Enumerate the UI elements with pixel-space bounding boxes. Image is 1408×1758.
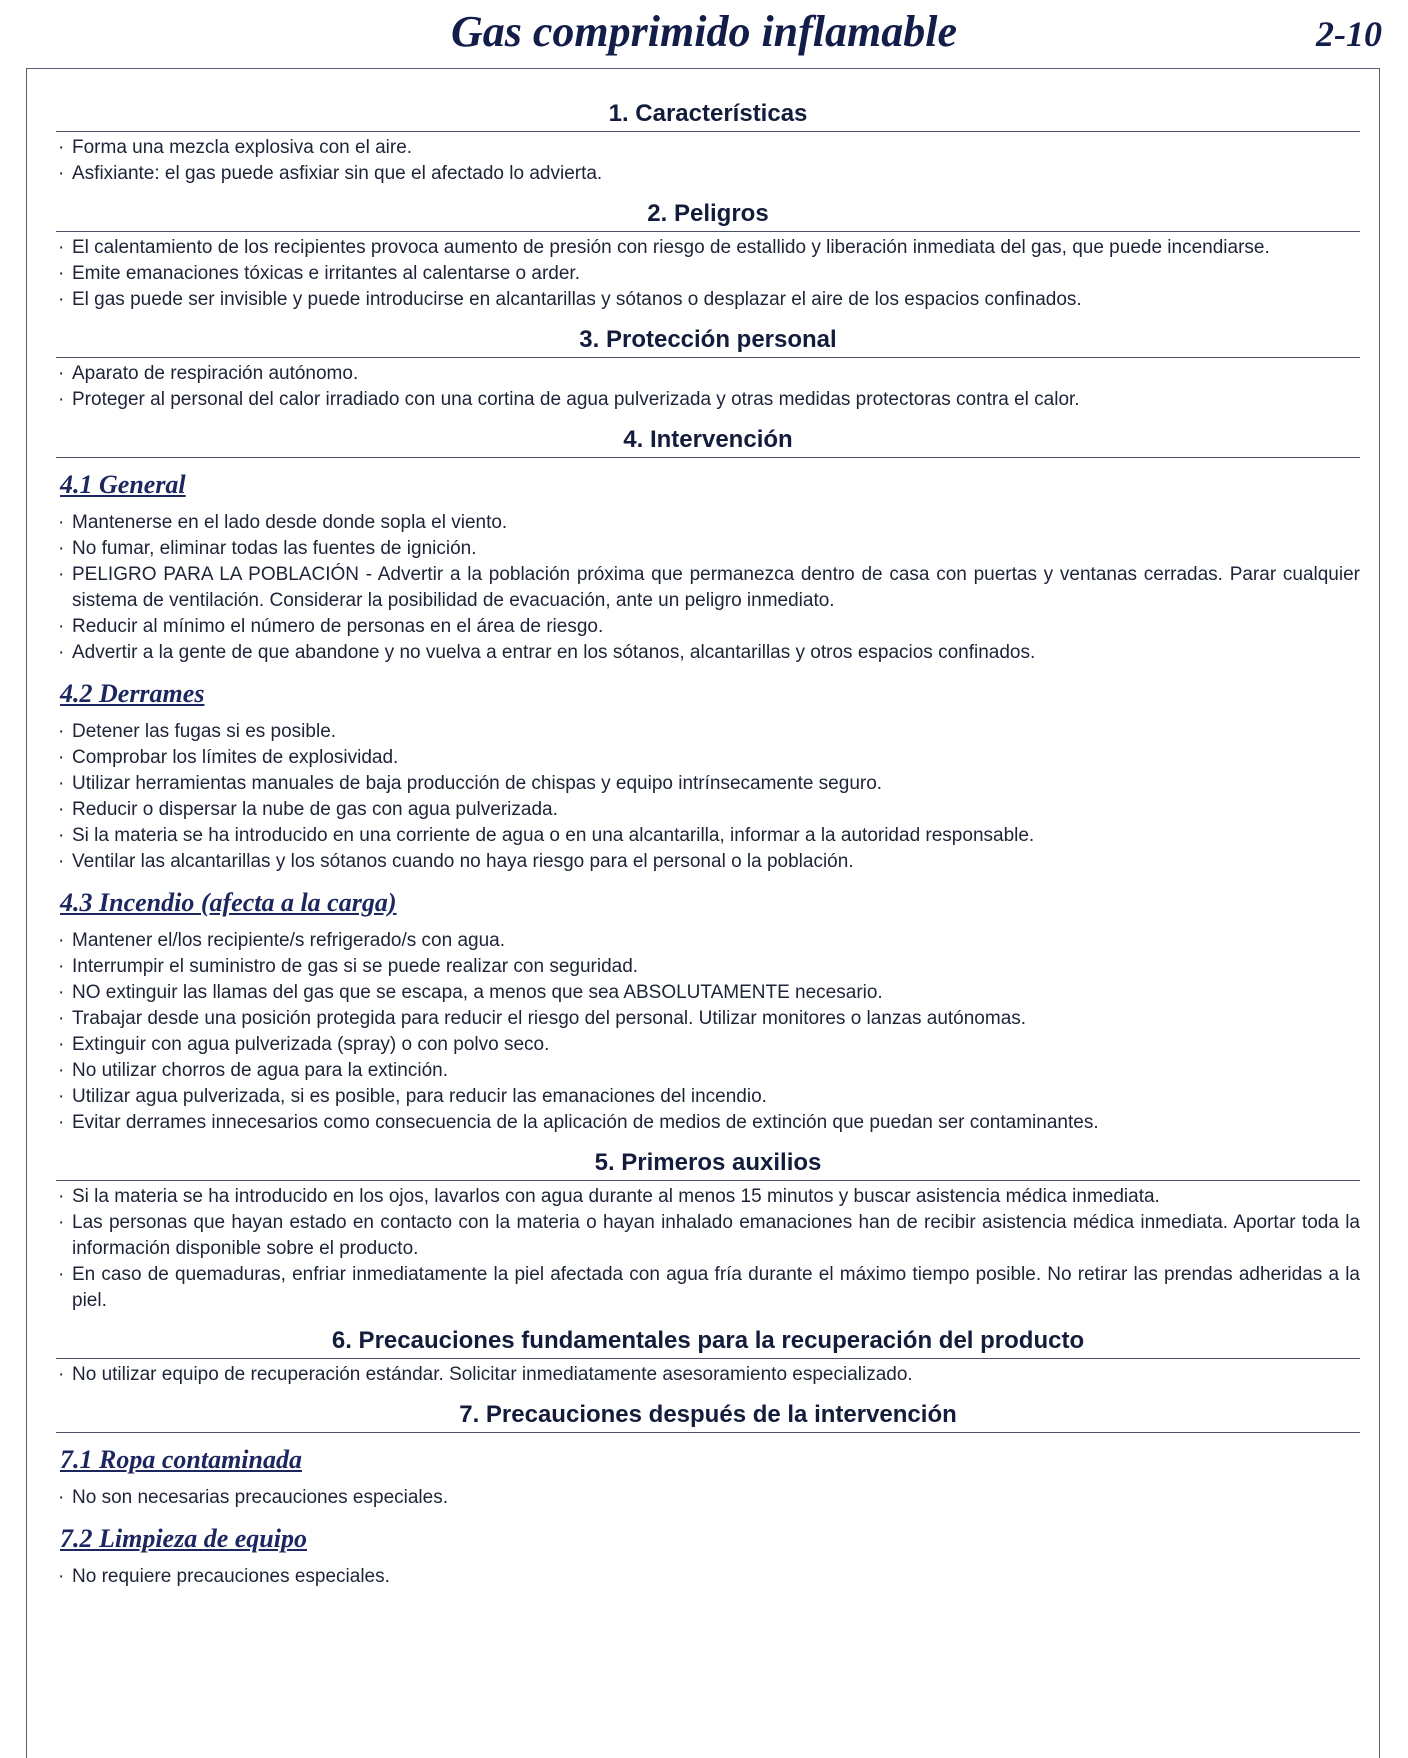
section-title: 5. Primeros auxilios (56, 1147, 1360, 1181)
list-item: · Advertir a la gente de que abandone y no vuelva a entrar en los sótanos, alcantarillas y otros espacios confinados. (56, 640, 1360, 666)
list-item: · Utilizar agua pulverizada, si es posible, para reducir las emanaciones del incendio. (56, 1084, 1360, 1110)
page-code: 2-10 (1316, 14, 1382, 54)
section-proteccion-personal (56, 324, 1360, 413)
list-item: · Asfixiante: el gas puede asfixiar sin que el afectado lo advierta. (56, 161, 1360, 187)
section-title: 3. Protección personal (56, 324, 1360, 358)
list-item: · NO extinguir las llamas del gas que se escapa, a menos que sea ABSOLUTAMENTE necesario. (56, 980, 1360, 1006)
list-item: · PELIGRO PARA LA POBLACIÓN - Advertir a la población próxima que permanezca dentro de casa con puertas y ventanas cerradas. Parar cualquier sistema de ventilación. Considerar la posibilidad de evacuación, ante un peligro inmediato. (56, 562, 1360, 614)
list-item: · Utilizar herramientas manuales de baja producción de chispas y equipo intrínsecamente seguro. (56, 771, 1360, 797)
bullet-list (56, 510, 1360, 666)
bullet-list (56, 1362, 1360, 1388)
list-item: · Detener las fugas si es posible. (56, 719, 1360, 745)
section-primeros-auxilios (56, 1147, 1360, 1314)
list-item: · Si la materia se ha introducido en una corriente de agua o en una alcantarilla, informar a la autoridad responsable. (56, 823, 1360, 849)
section-intervencion (56, 424, 1360, 1136)
list-item: · Trabajar desde una posición protegida para reducir el riesgo del personal. Utilizar monitores o lanzas autónomas. (56, 1006, 1360, 1032)
list-item: · Mantenerse en el lado desde donde sopla el viento. (56, 510, 1360, 536)
list-item: · En caso de quemaduras, enfriar inmediatamente la piel afectada con agua fría durante el máximo tiempo posible. No retirar las prendas adheridas a la piel. (56, 1262, 1360, 1314)
list-item: · El calentamiento de los recipientes provoca aumento de presión con riesgo de estallido y liberación inmediata del gas, que puede incendiarse. (56, 235, 1360, 261)
subsection-title: 7.1 Ropa contaminada (60, 1445, 302, 1474)
list-item: · Comprobar los límites de explosividad. (56, 745, 1360, 771)
list-item: · Emite emanaciones tóxicas e irritantes al calentarse o arder. (56, 261, 1360, 287)
page-title: Gas comprimido inflamable (451, 7, 957, 56)
bullet-list (56, 928, 1360, 1136)
bullet-list (56, 1485, 1360, 1511)
section-title: 7. Precauciones después de la intervención (56, 1399, 1360, 1433)
section-recuperacion-producto (56, 1325, 1360, 1388)
list-item: · No fumar, eliminar todas las fuentes de ignición. (56, 536, 1360, 562)
bullet-list (56, 135, 1360, 187)
list-item: · Forma una mezcla explosiva con el aire. (56, 135, 1360, 161)
subsection-title: 4.3 Incendio (afecta a la carga) (60, 888, 397, 917)
list-item: · Extinguir con agua pulverizada (spray) o con polvo seco. (56, 1032, 1360, 1058)
list-item: · Ventilar las alcantarillas y los sótanos cuando no haya riesgo para el personal o la población. (56, 849, 1360, 875)
list-item: · Reducir al mínimo el número de personas en el área de riesgo. (56, 614, 1360, 640)
section-title: 4. Intervención (56, 424, 1360, 458)
section-title: 6. Precauciones fundamentales para la recuperación del producto (56, 1325, 1360, 1359)
bullet-list (56, 235, 1360, 313)
document-body (56, 98, 1360, 1601)
subsection-title: 4.2 Derrames (60, 679, 205, 708)
list-item: · Proteger al personal del calor irradiado con una cortina de agua pulverizada y otras medidas protectoras contra el calor. (56, 387, 1360, 413)
list-item: · El gas puede ser invisible y puede introducirse en alcantarillas y sótanos o desplazar el aire de los espacios confinados. (56, 287, 1360, 313)
bullet-list (56, 719, 1360, 875)
section-caracteristicas (56, 98, 1360, 187)
subsection-title: 4.1 General (60, 470, 186, 499)
list-item: · No son necesarias precauciones especiales. (56, 1485, 1360, 1511)
list-item: · Evitar derrames innecesarios como consecuencia de la aplicación de medios de extinción que puedan ser contaminantes. (56, 1110, 1360, 1136)
list-item: · No utilizar chorros de agua para la extinción. (56, 1058, 1360, 1084)
bullet-list (56, 1184, 1360, 1314)
subsection-title: 7.2 Limpieza de equipo (60, 1524, 307, 1553)
bullet-list (56, 361, 1360, 413)
section-despues-intervencion (56, 1399, 1360, 1590)
list-item: · Aparato de respiración autónomo. (56, 361, 1360, 387)
section-peligros (56, 198, 1360, 313)
list-item: · No requiere precauciones especiales. (56, 1564, 1360, 1590)
list-item: · Si la materia se ha introducido en los ojos, lavarlos con agua durante al menos 15 minutos y buscar asistencia médica inmediata. (56, 1184, 1360, 1210)
list-item: · Mantener el/los recipiente/s refrigerado/s con agua. (56, 928, 1360, 954)
list-item: · Las personas que hayan estado en contacto con la materia o hayan inhalado emanaciones han de recibir asistencia médica inmediata. Aportar toda la información disponible sobre el producto. (56, 1210, 1360, 1262)
section-title: 2. Peligros (56, 198, 1360, 232)
bullet-list (56, 1564, 1360, 1590)
section-title: 1. Características (56, 98, 1360, 132)
list-item: · Reducir o dispersar la nube de gas con agua pulverizada. (56, 797, 1360, 823)
list-item: · Interrumpir el suministro de gas si se puede realizar con seguridad. (56, 954, 1360, 980)
list-item: · No utilizar equipo de recuperación estándar. Solicitar inmediatamente asesoramiento especializado. (56, 1362, 1360, 1388)
